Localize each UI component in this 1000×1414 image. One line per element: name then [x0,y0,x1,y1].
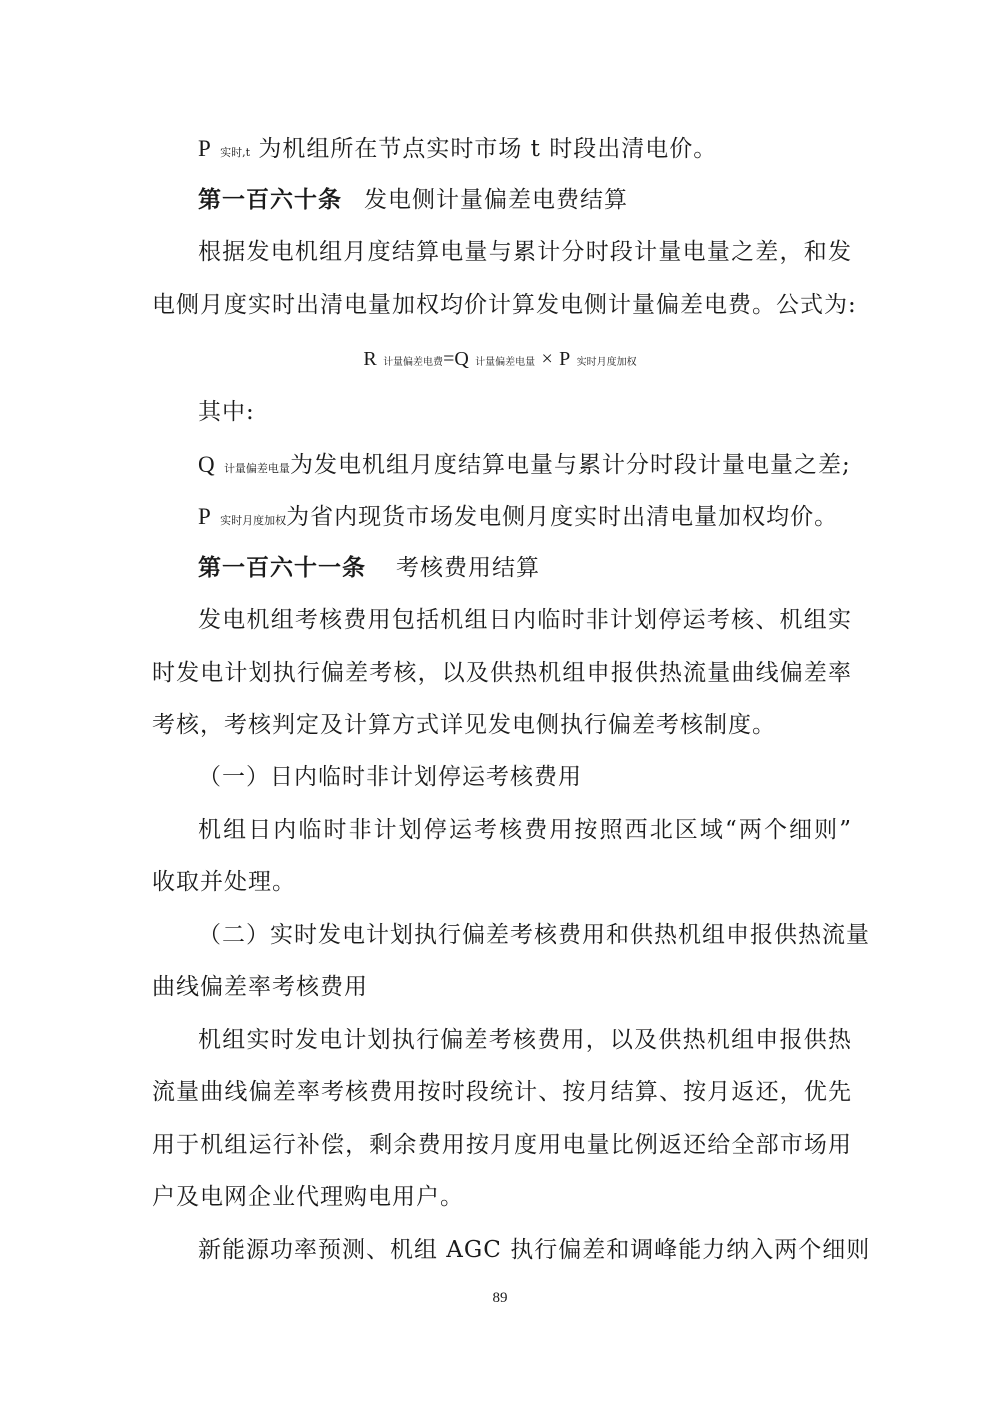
paragraph-line: 新能源功率预测、机组 AGC 执行偏差和调峰能力纳入两个细则 [198,1237,871,1263]
definition-p-weighted: P 实时月度加权为省内现货市场发电侧月度实时出清电量加权均价。 [198,504,839,530]
paragraph-line: 机组日内临时非计划停运考核费用按照西北区域“两个细则” [198,817,852,843]
paragraph-line: 时发电计划执行偏差考核，以及供热机组申报供热流量曲线偏差率 [152,660,852,686]
section-2-heading: （二）实时发电计划执行偏差考核费用和供热机组申报供热流量 [198,922,870,948]
paragraph-line: 考核，考核判定及计算方式详见发电侧执行偏差考核制度。 [152,712,776,738]
paragraph-line: 户及电网企业代理购电用户。 [152,1184,464,1210]
paragraph-line: 根据发电机组月度结算电量与累计分时段计量电量之差，和发 [198,239,852,265]
article-160-heading: 第一百六十条 发电侧计量偏差电费结算 [198,186,628,213]
section-1-heading: （一）日内临时非计划停运考核费用 [198,764,582,790]
paragraph-line: 其中: [198,399,255,425]
definition-q: Q 计量偏差电量为发电机组月度结算电量与累计分时段计量电量之差; [198,452,851,478]
formula: R 计量偏差电费=Q 计量偏差电量 × P 实时月度加权 [363,348,637,370]
definition-p-realtime: P 实时,t 为机组所在节点实时市场 t 时段出清电价。 [198,136,718,162]
paragraph-line: 发电机组考核费用包括机组日内临时非计划停运考核、机组实 [198,607,852,633]
section-2-heading-cont: 曲线偏差率考核费用 [152,974,368,1000]
paragraph-line: 机组实时发电计划执行偏差考核费用，以及供热机组申报供热 [198,1027,852,1053]
paragraph-line: 电侧月度实时出清电量加权均价计算发电侧计量偏差电费。公式为: [152,292,857,318]
paragraph-line: 收取并处理。 [152,869,296,895]
article-161-heading: 第一百六十一条 考核费用结算 [198,554,540,581]
paragraph-line: 用于机组运行补偿，剩余费用按月度用电量比例返还给全部市场用 [152,1132,852,1158]
page-number: 89 [492,1290,508,1306]
paragraph-line: 流量曲线偏差率考核费用按时段统计、按月结算、按月返还，优先 [152,1079,852,1105]
